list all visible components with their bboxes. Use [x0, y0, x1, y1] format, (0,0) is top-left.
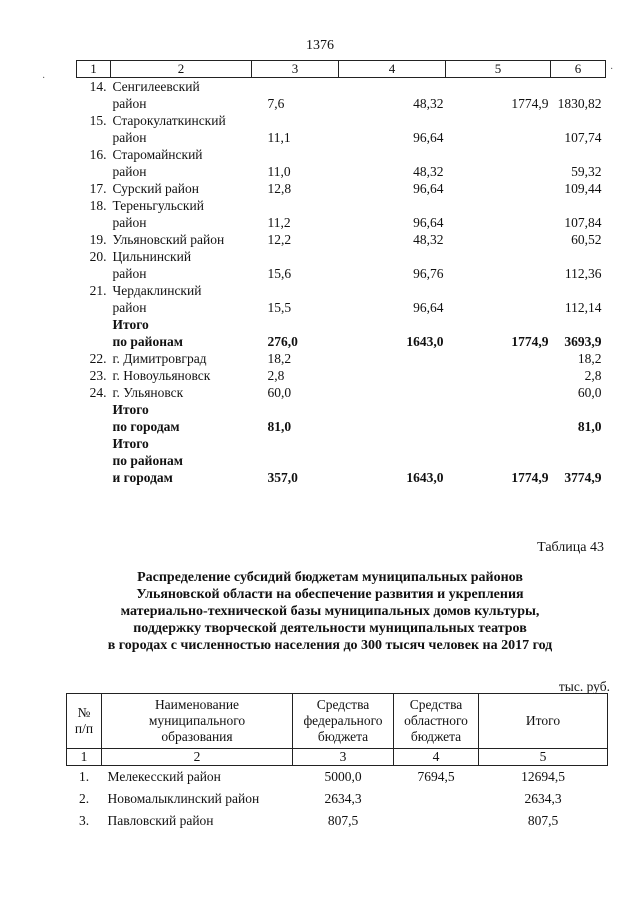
name-line: г. Ульяновск — [112, 385, 184, 400]
row-number: 14. — [89, 79, 107, 94]
spacer-line — [446, 282, 549, 299]
spacer-line — [446, 197, 549, 214]
table-row — [77, 367, 606, 384]
total-row — [77, 435, 606, 486]
municipality-name: Мелекесский район — [107, 769, 221, 784]
table-header-row — [67, 694, 608, 749]
name-line: и городам — [112, 470, 173, 485]
value-cell-c5 — [446, 350, 551, 367]
name-line: Старокулаткинский — [112, 113, 226, 128]
column-number-1: 1 — [77, 61, 111, 78]
name-line: район — [112, 300, 147, 315]
cell-value: 357,0 — [267, 470, 298, 485]
spacer-line — [268, 435, 339, 452]
municipality-name — [111, 435, 252, 486]
spacer-line — [339, 112, 444, 129]
spacer-line — [268, 146, 339, 163]
heading-line: Ульяновской области на обеспечение развития и укрепления — [136, 587, 524, 602]
table-row — [77, 146, 606, 180]
row-number: 22. — [89, 351, 107, 366]
row-number: 3. — [78, 813, 90, 828]
value-cell-c6 — [551, 197, 606, 231]
table-row — [77, 197, 606, 231]
value-cell-c3 — [252, 146, 339, 180]
header-line: областного — [404, 713, 468, 728]
name-line: Тереньгульский — [112, 198, 204, 213]
cell-value: 112,36 — [564, 266, 602, 281]
municipality-name — [111, 146, 252, 180]
name-line: по городам — [112, 419, 180, 434]
spacer-line — [446, 435, 549, 452]
total-cell: 807,5 — [527, 813, 559, 828]
row-number: 19. — [89, 232, 107, 247]
table-row — [67, 788, 608, 810]
header-line: п/п — [74, 721, 94, 736]
table-row — [77, 248, 606, 282]
cell-value: 59,32 — [571, 164, 602, 179]
cell-value: 60,0 — [267, 385, 292, 400]
total-row — [77, 316, 606, 350]
municipality-name — [111, 231, 252, 248]
spacer-line — [551, 401, 602, 418]
value-cell-c6 — [551, 316, 606, 350]
municipality-name — [111, 316, 252, 350]
spacer-line — [339, 146, 444, 163]
subsidies-table-body — [67, 766, 608, 833]
value-cell-c3 — [252, 231, 339, 248]
spacer-line — [446, 401, 549, 418]
name-line: Сурский район — [112, 181, 199, 196]
spacer-line — [551, 248, 602, 265]
value-cell-c5 — [446, 231, 551, 248]
spacer-line — [268, 78, 339, 95]
municipality-name: Новомалыклинский район — [107, 791, 260, 806]
name-line: Сенгилеевский — [112, 79, 200, 94]
municipality-name — [111, 384, 252, 401]
value-cell-c3 — [252, 367, 339, 384]
name-line: г. Димитровград — [112, 351, 207, 366]
value-cell-c5 — [446, 112, 551, 146]
page-number: 1376 — [306, 38, 334, 53]
cell-value: 81,0 — [267, 419, 292, 434]
cell-value: 276,0 — [267, 334, 298, 349]
cell-value: 7,6 — [267, 96, 285, 111]
spacer-line — [551, 435, 602, 452]
spacer-line — [551, 282, 602, 299]
spacer-line — [339, 282, 444, 299]
value-cell-c3 — [252, 180, 339, 197]
value-cell-c3 — [252, 197, 339, 231]
column-number: 4 — [394, 749, 479, 766]
spacer-line — [339, 248, 444, 265]
total-cell: 12694,5 — [521, 769, 565, 784]
value-cell-c3 — [252, 248, 339, 282]
row-number — [77, 435, 111, 486]
value-cell-c6 — [551, 231, 606, 248]
column-header-federal — [293, 694, 394, 749]
cell-value: 48,32 — [413, 232, 444, 247]
value-cell-c6 — [551, 282, 606, 316]
name-line: Итого — [112, 402, 149, 417]
value-cell-c4 — [339, 78, 446, 113]
value-cell-c6 — [551, 112, 606, 146]
row-number: 24. — [89, 385, 107, 400]
spacer-line — [446, 316, 549, 333]
cell-value: 96,64 — [413, 300, 444, 315]
column-number-2: 2 — [111, 61, 252, 78]
column-header-regional — [394, 694, 479, 749]
value-cell-c4 — [339, 367, 446, 384]
name-line: по районам — [112, 453, 183, 468]
spacer-line — [268, 401, 339, 418]
row-number: 20. — [89, 249, 107, 264]
value-cell-c3 — [252, 401, 339, 435]
header-line: федерального — [303, 713, 383, 728]
municipality-name — [111, 180, 252, 197]
regional-budget-cell — [394, 810, 479, 832]
header-line: Итого — [525, 713, 561, 728]
federal-budget-cell: 2634,3 — [324, 791, 362, 806]
value-cell-c3 — [252, 350, 339, 367]
spacer-line — [551, 316, 602, 333]
cell-value: 11,0 — [267, 164, 291, 179]
cell-value: 1643,0 — [406, 470, 444, 485]
value-cell-c5 — [446, 180, 551, 197]
value-cell-c6 — [551, 350, 606, 367]
cell-value: 60,52 — [571, 232, 602, 247]
value-cell-c6 — [551, 146, 606, 180]
value-cell-c3 — [252, 384, 339, 401]
cell-value: 1830,82 — [557, 96, 602, 111]
cell-value: 1643,0 — [406, 334, 444, 349]
heading-line: материально-технической базы муниципальных домов культуры, — [120, 604, 540, 619]
spacer-line — [268, 282, 339, 299]
cell-value: 12,8 — [267, 181, 292, 196]
value-cell-c5 — [446, 316, 551, 350]
value-cell-c4 — [339, 248, 446, 282]
row-number — [77, 316, 111, 350]
name-line: Итого — [112, 317, 149, 332]
row-number: 21. — [89, 283, 107, 298]
spacer-line — [268, 197, 339, 214]
column-number: 3 — [293, 749, 394, 766]
header-line: Средства — [316, 697, 370, 712]
name-line: Ульяновский район — [112, 232, 225, 247]
units-label: тыс. руб. — [558, 679, 610, 694]
column-number: 1 — [67, 749, 102, 766]
regional-budget-cell — [394, 788, 479, 810]
table-row — [67, 810, 608, 832]
table-row — [67, 766, 608, 789]
table-row — [77, 350, 606, 367]
spacer-line — [339, 197, 444, 214]
spacer-line — [339, 401, 444, 418]
value-cell-c3 — [252, 78, 339, 113]
spacer-line — [551, 452, 602, 469]
value-cell-c6 — [551, 401, 606, 435]
value-cell-c6 — [551, 78, 606, 113]
table-heading — [60, 569, 600, 654]
header-line: Наименование — [154, 697, 240, 712]
municipality-name — [111, 367, 252, 384]
value-cell-c3 — [252, 435, 339, 486]
table-row — [77, 384, 606, 401]
spacer-line — [268, 452, 339, 469]
value-cell-c3 — [252, 316, 339, 350]
value-cell-c5 — [446, 367, 551, 384]
spacer-line — [446, 146, 549, 163]
column-header-number — [67, 694, 102, 749]
name-line: район — [112, 96, 147, 111]
cell-value: 109,44 — [564, 181, 602, 196]
value-cell-c3 — [252, 112, 339, 146]
header-line: Средства — [409, 697, 463, 712]
value-cell-c6 — [551, 384, 606, 401]
column-number: 2 — [102, 749, 293, 766]
cell-value: 18,2 — [267, 351, 292, 366]
cell-value: 12,2 — [267, 232, 292, 247]
value-cell-c4 — [339, 350, 446, 367]
spacer-line — [446, 78, 549, 95]
value-cell-c4 — [339, 112, 446, 146]
municipality-name — [111, 78, 252, 113]
value-cell-c4 — [339, 401, 446, 435]
cell-value: 81,0 — [577, 419, 602, 434]
value-cell-c4 — [339, 282, 446, 316]
value-cell-c5 — [446, 78, 551, 113]
heading-line: в городах с численностью населения до 300 тысяч человек на 2017 год — [107, 638, 553, 653]
row-number: 18. — [89, 198, 107, 213]
subsidies-table — [66, 693, 608, 832]
header-line: бюджета — [317, 729, 369, 744]
header-line: муниципального — [148, 713, 246, 728]
row-number: 16. — [89, 147, 107, 162]
spacer-line — [551, 197, 602, 214]
value-cell-c4 — [339, 435, 446, 486]
name-line: по районам — [112, 334, 183, 349]
name-line: Чердаклинский — [112, 283, 202, 298]
municipality-name — [111, 350, 252, 367]
cell-value: 96,64 — [413, 181, 444, 196]
value-cell-c6 — [551, 367, 606, 384]
value-cell-c5 — [446, 197, 551, 231]
districts-table — [76, 60, 606, 486]
numbering-row — [67, 749, 608, 766]
value-cell-c5 — [446, 248, 551, 282]
column-number-4: 4 — [339, 61, 446, 78]
spacer-line — [446, 112, 549, 129]
spacer-line — [339, 78, 444, 95]
name-line: Старомайнский — [112, 147, 203, 162]
value-cell-c6 — [551, 435, 606, 486]
municipality-name — [111, 282, 252, 316]
spacer-line — [339, 435, 444, 452]
municipality-name: Павловский район — [107, 813, 214, 828]
regional-budget-cell: 7694,5 — [417, 769, 455, 784]
cell-value: 107,74 — [564, 130, 602, 145]
cell-value: 112,14 — [564, 300, 602, 315]
table-row — [77, 231, 606, 248]
table-header-row — [77, 61, 606, 78]
federal-budget-cell: 807,5 — [327, 813, 359, 828]
cell-value: 96,64 — [413, 215, 444, 230]
row-number: 1. — [78, 769, 90, 784]
value-cell-c4 — [339, 197, 446, 231]
cell-value: 2,8 — [267, 368, 285, 383]
municipality-name — [111, 401, 252, 435]
header-line: бюджета — [410, 729, 462, 744]
value-cell-c5 — [446, 146, 551, 180]
cell-value: 1774,9 — [511, 96, 549, 111]
spacer-line — [339, 452, 444, 469]
cell-value: 3774,9 — [564, 470, 602, 485]
row-number: 17. — [89, 181, 107, 196]
spacer-line — [446, 248, 549, 265]
cell-value: 3693,9 — [564, 334, 602, 349]
column-number-3: 3 — [252, 61, 339, 78]
header-line: № — [77, 705, 91, 720]
spacer-line — [268, 248, 339, 265]
name-line: район — [112, 130, 147, 145]
name-line: Цильнинский — [112, 249, 192, 264]
name-line: Итого — [112, 436, 149, 451]
value-cell-c4 — [339, 231, 446, 248]
table-row — [77, 180, 606, 197]
spacer-line — [339, 316, 444, 333]
value-cell-c6 — [551, 248, 606, 282]
spacer-line — [268, 112, 339, 129]
cell-value: 48,32 — [413, 164, 444, 179]
name-line: г. Новоульяновск — [112, 368, 211, 383]
value-cell-c4 — [339, 384, 446, 401]
value-cell-c5 — [446, 282, 551, 316]
cell-value: 1774,9 — [511, 334, 549, 349]
value-cell-c3 — [252, 282, 339, 316]
heading-line: поддержку творческой деятельности муниципальных театров — [133, 621, 527, 636]
scan-mark: · — [42, 73, 46, 84]
cell-value: 107,84 — [564, 215, 602, 230]
value-cell-c5 — [446, 435, 551, 486]
row-number: 2. — [78, 791, 90, 806]
cell-value: 96,64 — [413, 130, 444, 145]
spacer-line — [551, 78, 602, 95]
column-number: 5 — [479, 749, 608, 766]
municipality-name — [111, 197, 252, 231]
spacer-line — [551, 146, 602, 163]
column-number-5: 5 — [446, 61, 551, 78]
spacer-line — [446, 452, 549, 469]
row-number — [77, 401, 111, 435]
column-header-total — [479, 694, 608, 749]
table-row — [77, 282, 606, 316]
name-line: район — [112, 164, 147, 179]
table-row — [77, 112, 606, 146]
table-number: Таблица 43 — [537, 540, 604, 555]
cell-value: 11,2 — [267, 215, 291, 230]
value-cell-c5 — [446, 401, 551, 435]
value-cell-c4 — [339, 146, 446, 180]
name-line: район — [112, 215, 147, 230]
federal-budget-cell: 5000,0 — [324, 769, 362, 784]
cell-value: 1774,9 — [511, 470, 549, 485]
row-number: 23. — [89, 368, 107, 383]
scan-mark: · — [610, 64, 614, 75]
spacer-line — [551, 112, 602, 129]
cell-value: 60,0 — [577, 385, 602, 400]
header-line: образования — [161, 729, 233, 744]
spacer-line — [268, 316, 339, 333]
total-cell: 2634,3 — [524, 791, 562, 806]
column-header-name — [102, 694, 293, 749]
cell-value: 15,6 — [267, 266, 292, 281]
cell-value: 15,5 — [267, 300, 292, 315]
cell-value: 2,8 — [584, 368, 602, 383]
cell-value: 18,2 — [577, 351, 602, 366]
value-cell-c6 — [551, 180, 606, 197]
total-row — [77, 401, 606, 435]
cell-value: 96,76 — [413, 266, 444, 281]
value-cell-c4 — [339, 180, 446, 197]
value-cell-c5 — [446, 384, 551, 401]
districts-table-body — [77, 78, 606, 487]
column-number-6: 6 — [551, 61, 606, 78]
table-row — [77, 78, 606, 113]
row-number: 15. — [89, 113, 107, 128]
cell-value: 11,1 — [267, 130, 291, 145]
cell-value: 48,32 — [413, 96, 444, 111]
municipality-name — [111, 248, 252, 282]
municipality-name — [111, 112, 252, 146]
value-cell-c4 — [339, 316, 446, 350]
name-line: район — [112, 266, 147, 281]
heading-line: Распределение субсидий бюджетам муниципальных районов — [137, 570, 523, 585]
